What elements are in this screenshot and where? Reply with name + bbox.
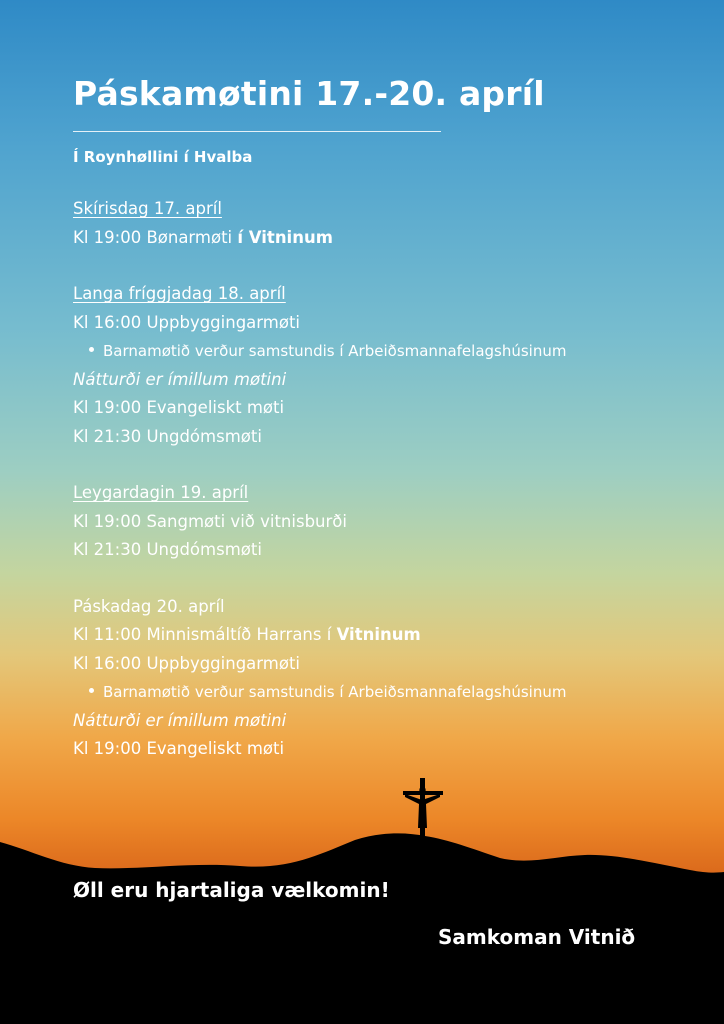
bullet-dot-icon (89, 347, 94, 352)
schedule-event: Kl 19:00 Evangeliskt møti (73, 398, 285, 417)
day-heading: Leygardagin 19. apríl (73, 483, 249, 502)
title-divider (73, 131, 441, 132)
schedule-note: Nátturði er ímillum møtini (73, 710, 287, 730)
poster-title: Páskamøtini 17.-20. apríl (73, 74, 545, 113)
event-text-bold: Vitninum (336, 625, 421, 644)
schedule (73, 195, 693, 764)
schedule-event: Kl 21:30 Ungdómsmøti (73, 540, 262, 559)
bullet-item (73, 337, 693, 366)
schedule-event: Kl 19:00 Sangmøti við vitnisburði (73, 511, 347, 531)
schedule-note: Nátturði er ímillum møtini (73, 369, 287, 389)
event-text: Kl 19:00 Bønarmøti (73, 227, 238, 247)
cross-icon (403, 778, 443, 840)
event-text-bold: í Vitninum (237, 227, 333, 247)
day-heading: Skírisdag 17. apríl (73, 199, 222, 218)
event-text: Kl 11:00 Minnismáltíð Harrans í (73, 625, 337, 644)
schedule-event (73, 224, 693, 253)
spacer (73, 565, 693, 593)
schedule-event (73, 621, 693, 650)
schedule-event: Kl 16:00 Uppbyggingarmøti (73, 312, 300, 332)
spacer (73, 252, 693, 280)
day-heading: Páskadag 20. apríl (73, 596, 225, 616)
welcome-text: Øll eru hjartaliga vælkomin! (73, 878, 390, 902)
day-heading: Langa fríggjadag 18. apríl (73, 284, 286, 303)
venue-text: Í Roynhøllini í Hvalba (73, 148, 253, 166)
schedule-event: Kl 21:30 Ungdómsmøti (73, 426, 262, 446)
spacer (73, 451, 693, 479)
schedule-event: Kl 19:00 Evangeliskt møti (73, 739, 285, 758)
schedule-event: Kl 16:00 Uppbyggingarmøti (73, 653, 300, 673)
bullet-item (73, 678, 693, 707)
bullet-dot-icon (89, 688, 94, 693)
signature-text: Samkoman Vitnið (438, 925, 636, 949)
bullet-text: Barnamøtið verður samstundis í Arbeiðsmannafelagshúsinum (103, 342, 567, 360)
bullet-text: Barnamøtið verður samstundis í Arbeiðsmannafelagshúsinum (103, 683, 567, 701)
